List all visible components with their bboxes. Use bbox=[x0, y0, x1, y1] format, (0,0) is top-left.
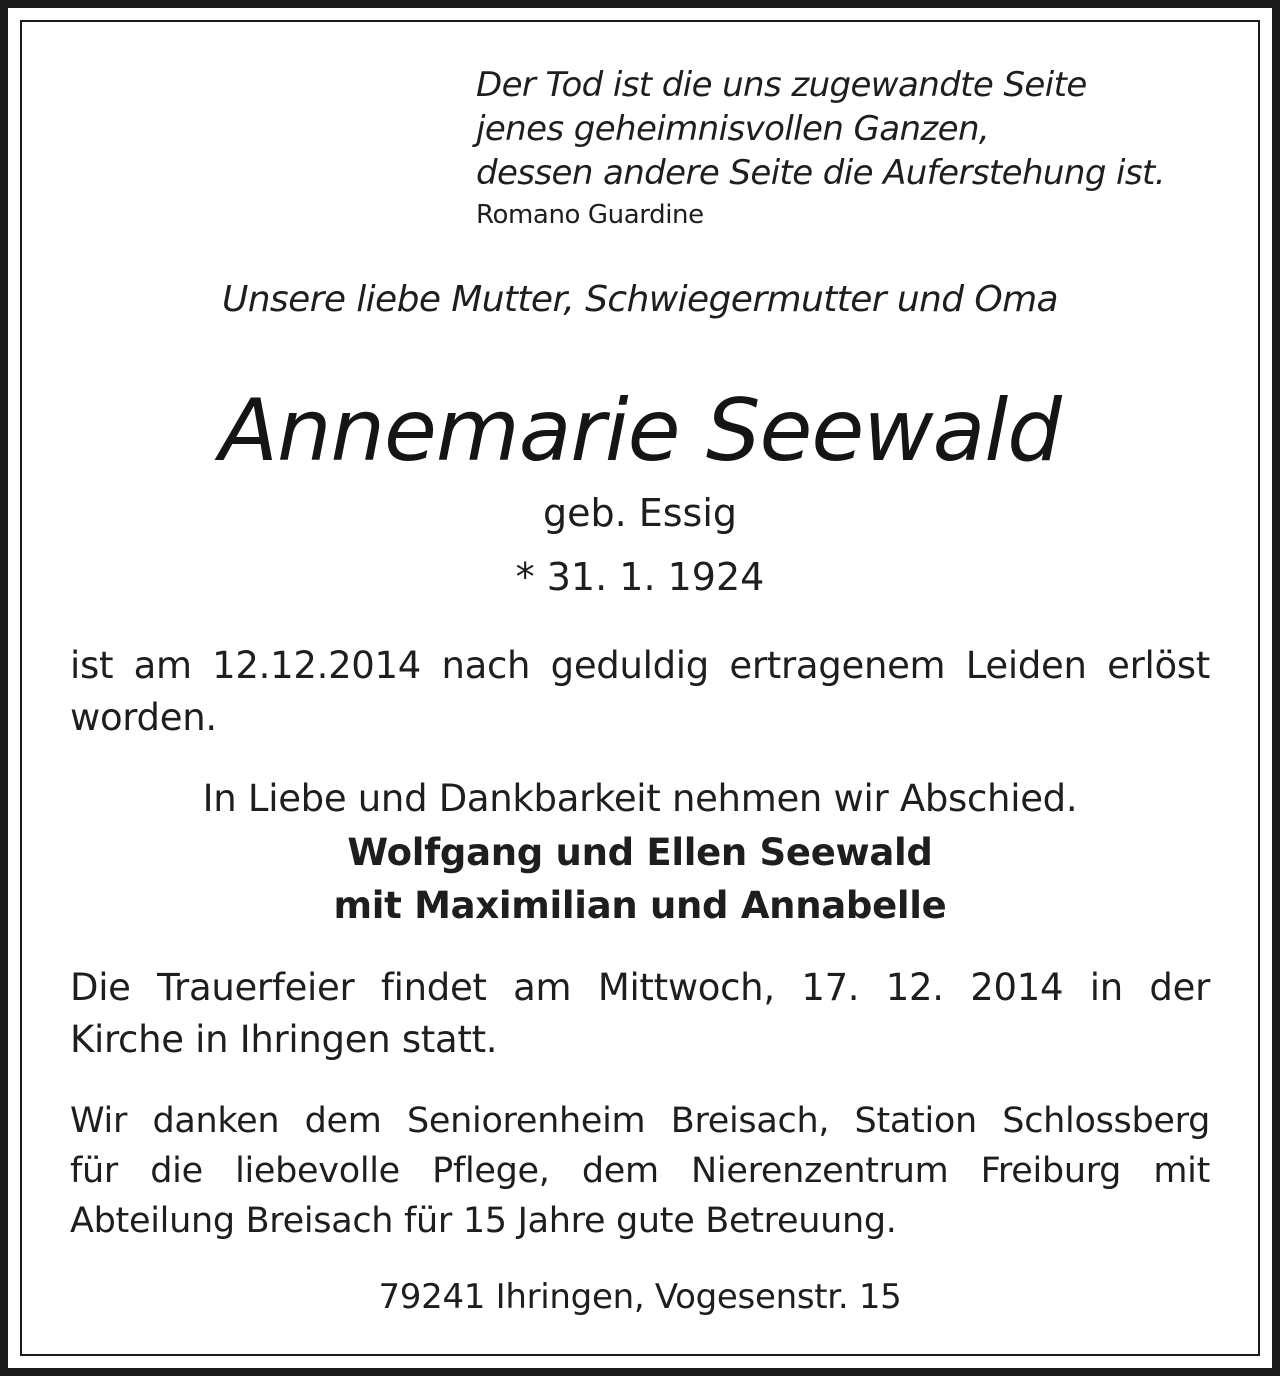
family-line: mit Maximilian und Annabelle bbox=[333, 884, 947, 927]
maiden-name: geb. Essig bbox=[542, 491, 738, 535]
quote-line: Der Tod ist die uns zugewandte Seite bbox=[476, 65, 1087, 105]
thanks-paragraph bbox=[70, 1096, 1210, 1246]
death-notice bbox=[70, 640, 1210, 744]
family-line: Wolfgang und Ellen Seewald bbox=[347, 831, 933, 874]
service-line: Kirche in Ihringen statt. bbox=[70, 1018, 498, 1061]
farewell-line: In Liebe und Dankbarkeit nehmen wir Abschied. bbox=[202, 777, 1078, 820]
quote-author: Romano Guardine bbox=[476, 200, 704, 230]
death-notice-line: worden. bbox=[70, 696, 217, 739]
quote-line: jenes geheimnisvollen Ganzen, bbox=[476, 109, 990, 149]
deceased-name: Annemarie Seewald bbox=[219, 381, 1061, 481]
intro-line: Unsere liebe Mutter, Schwiegermutter und Oma bbox=[221, 279, 1059, 320]
service-line: Die Trauerfeier findet am Mittwoch, 17. 12. 2014 in der bbox=[70, 966, 1210, 1009]
address-line: 79241 Ihringen, Vogesenstr. 15 bbox=[378, 1277, 902, 1317]
death-notice-line: ist am 12.12.2014 nach geduldig ertragenem Leiden erlöst bbox=[70, 644, 1210, 687]
thanks-line: Wir danken dem Seniorenheim Breisach, Station Schlossberg bbox=[70, 1101, 1210, 1141]
service-info bbox=[70, 962, 1210, 1066]
thanks-line: Abteilung Breisach für 15 Jahre gute Betreuung. bbox=[70, 1201, 897, 1241]
thanks-line: für die liebevolle Pflege, dem Nierenzentrum Freiburg mit bbox=[70, 1151, 1210, 1191]
birth-date: * 31. 1. 1924 bbox=[515, 555, 765, 599]
quote-line: dessen andere Seite die Auferstehung ist. bbox=[476, 153, 1165, 193]
